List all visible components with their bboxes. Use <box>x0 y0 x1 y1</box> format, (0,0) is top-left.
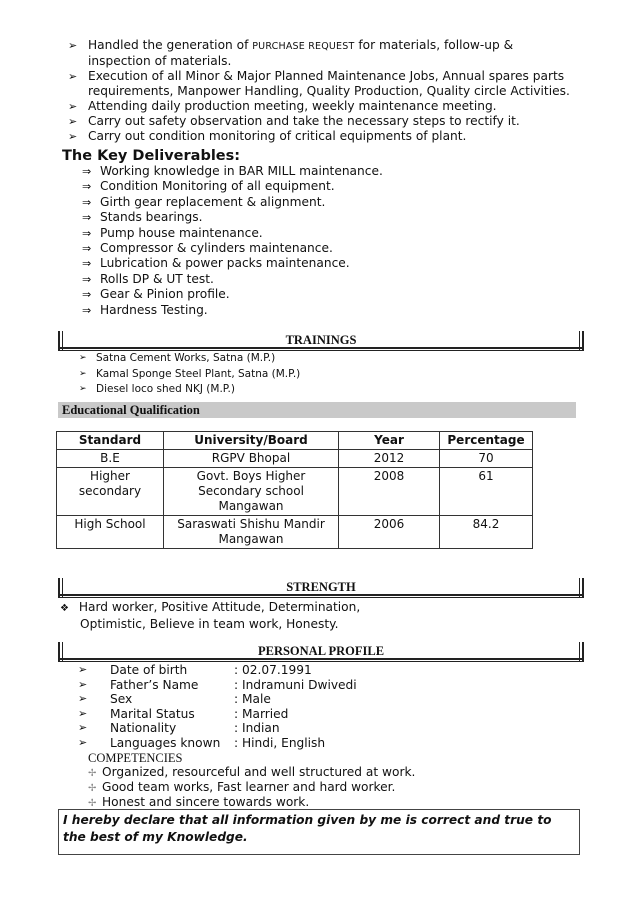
implies-arrow-icon: ⇒ <box>82 288 92 302</box>
declaration-line: I hereby declare that all information given by me is correct and true to <box>63 813 552 827</box>
diamond-bullet-icon: ❖ <box>60 603 69 614</box>
implies-arrow-icon: ⇒ <box>82 165 92 178</box>
strength-section-bar <box>58 578 584 598</box>
trainings-heading: TRAININGS <box>285 333 357 347</box>
arrow-bullet-icon: ➢ <box>78 721 88 735</box>
table-row <box>57 468 533 516</box>
list-item: ➢ Diesel loco shed NKJ (M.P.) <box>58 382 300 398</box>
list-item: ➢ Execution of all Minor & Major Planned Maintenance Jobs, Annual spares parts requirements, Manpower Handling, Quality Production, Quality circle Activities. <box>68 69 570 98</box>
arrow-bullet-icon: ➢ <box>78 735 88 749</box>
list-item: ✢ Honest and sincere towards work. <box>88 795 310 809</box>
list-item: ✢ Organized, resourceful and well structured at work. <box>88 765 416 779</box>
implies-arrow-icon: ⇒ <box>82 257 92 271</box>
arrow-bullet-icon: ➢ <box>78 692 88 706</box>
arrow-bullet-icon: ➢ <box>78 677 88 691</box>
strength-text: ❖ Hard worker, Positive Attitude, Determination, Optimistic, Believe in team work, Honesty. <box>60 600 361 631</box>
cross-bullet-icon: ✢ <box>88 783 97 794</box>
list-item: ⇒ Stands bearings. <box>82 210 203 225</box>
personal-profile-heading: PERSONAL PROFILE <box>257 644 385 658</box>
list-item: ➢ Father’s Name : Indramuni Dwivedi <box>78 677 357 692</box>
personal-profile-section-bar <box>58 642 584 662</box>
list-item: ⇒ Working knowledge in BAR MILL maintenance. <box>82 164 383 178</box>
column-header: Standard <box>57 432 164 450</box>
cross-bullet-icon: ✢ <box>88 768 97 779</box>
list-item: ⇒ Girth gear replacement & alignment. <box>82 194 326 209</box>
implies-arrow-icon: ⇒ <box>82 272 92 286</box>
table-cell: 84.2 <box>440 516 533 549</box>
list-item: ➢ Handled the generation of PURCHASE REQUEST for materials, follow-up & inspection of materials. <box>68 38 514 68</box>
table-row <box>57 450 533 468</box>
deliverables-heading: The Key Deliverables: <box>62 148 241 164</box>
competencies-heading: COMPETENCIES <box>88 751 183 765</box>
table-cell: 2006 <box>339 516 440 549</box>
implies-arrow-icon: ⇒ <box>82 303 92 317</box>
table-cell: B.E <box>57 450 164 468</box>
trainings-section-bar <box>58 331 584 351</box>
table-cell: Higher secondary <box>57 468 164 516</box>
table-cell: High School <box>57 516 164 549</box>
arrow-bullet-icon: ➢ <box>79 384 87 394</box>
education-heading: Educational Qualification <box>58 402 576 418</box>
table-cell: 61 <box>440 468 533 516</box>
table-cell: 2008 <box>339 468 440 516</box>
trainings-list <box>58 351 300 398</box>
list-item: ✢ Good team works, Fast learner and hard worker. <box>88 780 396 794</box>
table-cell: 70 <box>440 450 533 468</box>
implies-arrow-icon: ⇒ <box>82 211 92 225</box>
arrow-bullet-icon: ➢ <box>68 115 78 128</box>
list-item: ➢ Attending daily production meeting, weekly maintenance meeting. <box>68 99 497 113</box>
responsibility-list <box>56 38 616 144</box>
list-item: ⇒ Gear & Pinion profile. <box>82 287 230 302</box>
personal-profile-list <box>58 663 558 751</box>
strength-heading: STRENGTH <box>286 580 356 594</box>
arrow-bullet-icon: ➢ <box>78 706 88 720</box>
list-item: ⇒ Compressor & cylinders maintenance. <box>82 241 333 256</box>
table-row <box>57 516 533 549</box>
list-item: ⇒ Hardness Testing. <box>82 302 208 317</box>
list-item: ➢ Kamal Sponge Steel Plant, Satna (M.P.) <box>58 367 300 383</box>
list-item: ➢ Carry out safety observation and take the necessary steps to rectify it. <box>68 114 520 128</box>
arrow-bullet-icon: ➢ <box>68 39 78 52</box>
column-header: Year <box>339 432 440 450</box>
arrow-bullet-icon: ➢ <box>79 353 87 363</box>
list-item: ➢ Languages known : Hindi, English <box>78 735 326 750</box>
arrow-bullet-icon: ➢ <box>68 130 78 143</box>
declaration-box <box>58 809 580 855</box>
list-item: ⇒ Rolls DP & UT test. <box>82 271 214 286</box>
implies-arrow-icon: ⇒ <box>82 226 92 240</box>
list-item: ⇒ Condition Monitoring of all equipment. <box>82 179 335 194</box>
column-header: University/Board <box>164 432 339 450</box>
list-item: ➢ Carry out condition monitoring of critical equipments of plant. <box>68 129 467 143</box>
list-item: ⇒ Lubrication & power packs maintenance. <box>82 256 350 271</box>
table-cell: Saraswati Shishu Mandir Mangawan <box>164 516 339 549</box>
list-item: ➢ Date of birth : 02.07.1991 <box>78 663 312 677</box>
implies-arrow-icon: ⇒ <box>82 242 92 256</box>
list-item: ➢ Nationality : Indian <box>78 721 280 736</box>
arrow-bullet-icon: ➢ <box>68 70 78 83</box>
table-cell: Govt. Boys Higher Secondary school Mangawan <box>164 468 339 516</box>
list-item: ⇒ Pump house maintenance. <box>82 225 263 240</box>
table-header-row <box>57 432 533 450</box>
list-item: ➢ Marital Status : Married <box>78 706 289 721</box>
competencies-list <box>58 765 415 810</box>
declaration-line: the best of my Knowledge. <box>63 830 248 844</box>
list-item: ➢ Satna Cement Works, Satna (M.P.) <box>58 351 300 367</box>
education-table <box>56 431 533 549</box>
arrow-bullet-icon: ➢ <box>68 100 78 113</box>
arrow-bullet-icon: ➢ <box>78 663 88 676</box>
cross-bullet-icon: ✢ <box>88 798 97 809</box>
deliverables-list <box>62 164 383 318</box>
table-cell: RGPV Bhopal <box>164 450 339 468</box>
arrow-bullet-icon: ➢ <box>79 368 87 379</box>
implies-arrow-icon: ⇒ <box>82 180 92 194</box>
list-item: ➢ Sex : Male <box>78 692 271 707</box>
column-header: Percentage <box>440 432 533 450</box>
table-cell: 2012 <box>339 450 440 468</box>
implies-arrow-icon: ⇒ <box>82 195 92 209</box>
